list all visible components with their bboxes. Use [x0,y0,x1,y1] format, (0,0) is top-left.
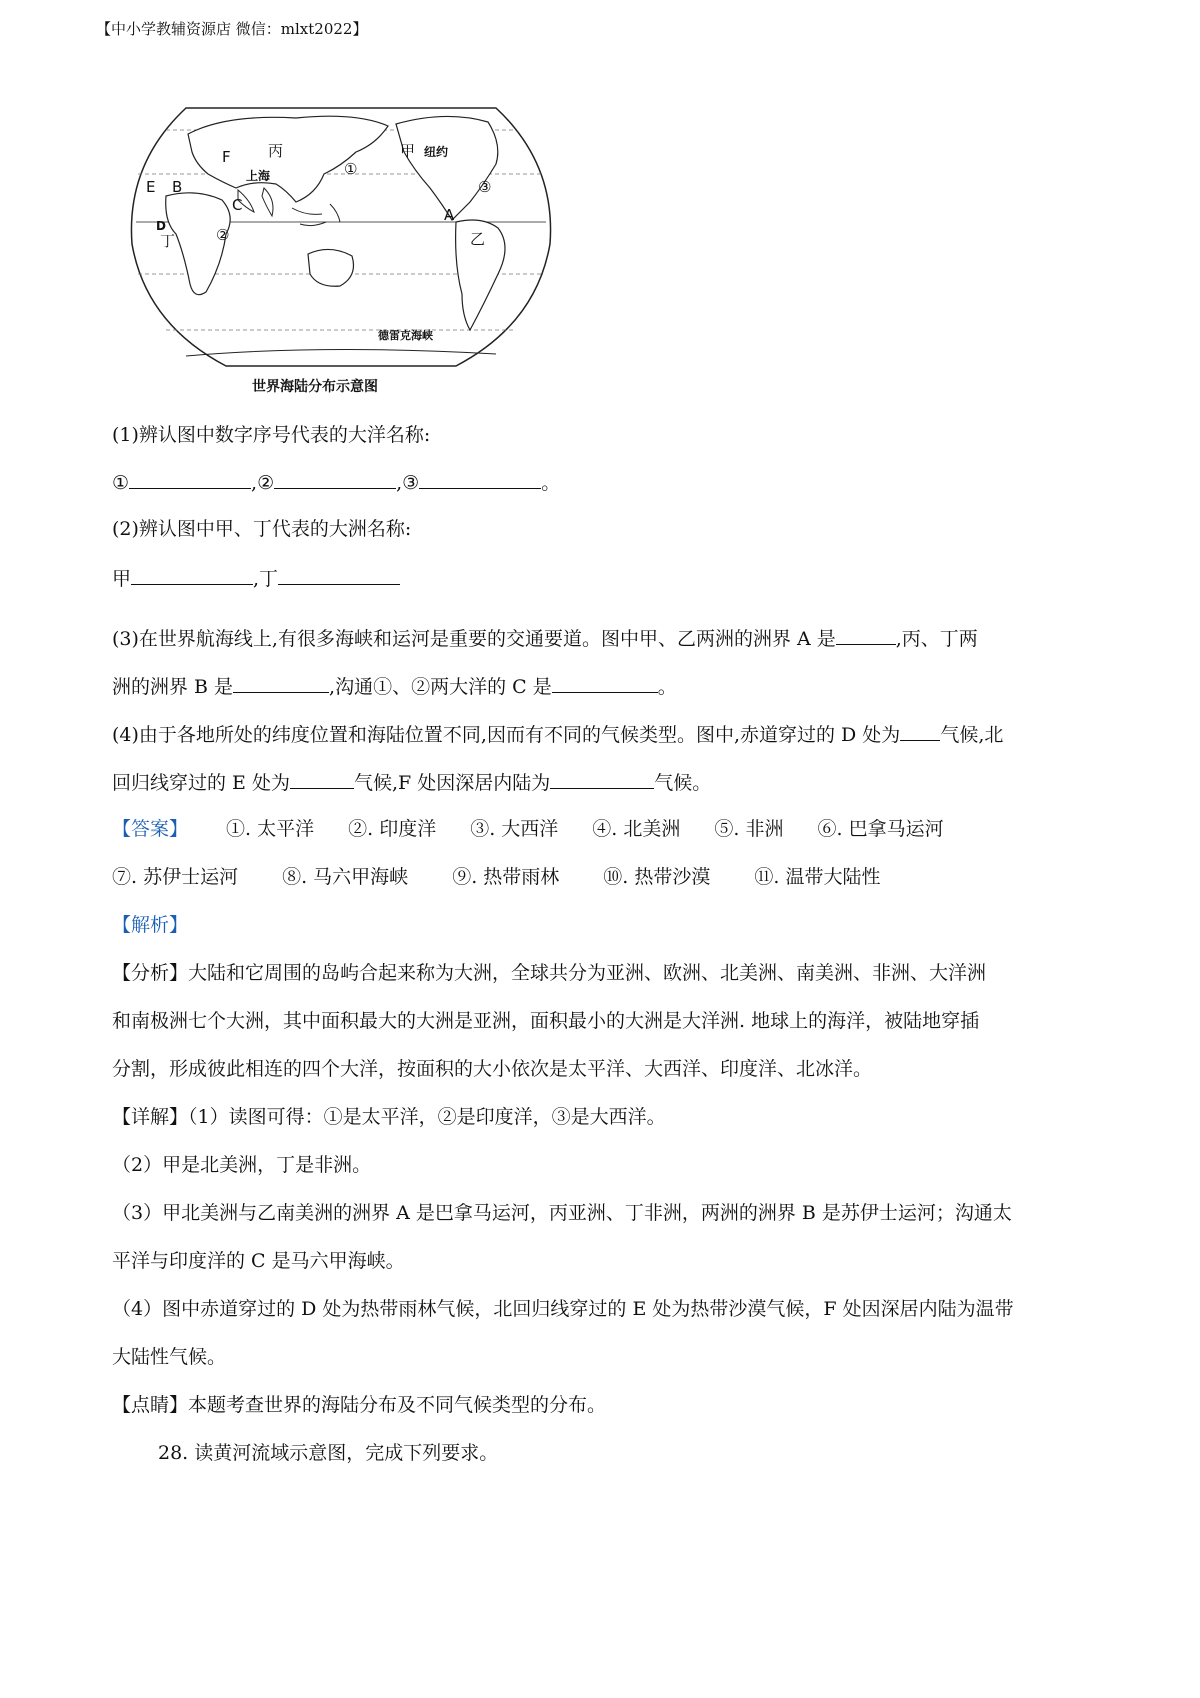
q1-label-3: ,③ [396,472,420,494]
map-label-ocean-3: ③ [478,178,492,196]
q2-blank-1[interactable] [131,566,253,585]
dianjing-line [112,1394,606,1417]
map-label-F: F [222,148,231,166]
q2-prompt: (2)辨认图中甲、丁代表的大洲名称: [112,518,412,540]
answer-row-2 [112,866,914,889]
answer-item: ⑨. 热带雨林 [452,866,560,888]
q4-text-2a: 回归线穿过的 E 处为 [112,772,290,794]
xiangjie-text-1: （1）读图可得：①是太平洋，②是印度洋，③是大西洋。 [188,1106,666,1128]
q4-text-2b: 气候,F 处因深居内陆为 [353,772,551,794]
map-caption: 世界海陆分布示意图 [252,379,378,395]
answer-item: ⑦. 苏伊士运河 [112,866,239,888]
fenxi-line-2: 和南极洲七个大洲，其中面积最大的大洲是亚洲，面积最小的大洲是大洋洲. 地球上的海洋，被陆地穿插 [112,1010,980,1032]
map-label-C: C [232,196,243,214]
xiangjie-line-3b: 平洋与印度洋的 C 是马六甲海峡。 [112,1250,405,1272]
map-label-jia: 甲 [400,142,416,160]
map-label-shanghai: 上海 [246,169,271,183]
xiangjie-label: 【详解】 [112,1106,189,1128]
answer-label: 【答案】 [112,818,189,840]
q3-line-2 [112,674,677,699]
q4-line-2 [112,770,711,795]
fenxi-label: 【分析】 [112,962,189,984]
dianjing-label: 【点睛】 [112,1394,189,1416]
answer-item: ⑤. 非洲 [714,818,784,840]
answer-item: ⑥. 巴拿马运河 [817,818,944,840]
analysis-label [112,914,188,937]
world-map-drawing [126,104,556,374]
q1-end: 。 [541,472,561,494]
q4-text-1a: (4)由于各地所处的纬度位置和海陆位置不同,因而有不同的气候类型。图中,赤道穿过的 D 处为 [112,724,901,746]
map-label-ocean-2: ② [216,226,230,244]
map-label-drake: 德雷克海峡 [378,329,433,342]
map-label-newyork: 纽约 [424,145,449,159]
map-label-A: A [444,206,455,224]
q1-blank-1[interactable] [129,470,251,489]
map-label-ding: 丁 [160,232,176,250]
map-label-D: D [156,219,166,233]
q3-blank-C[interactable] [552,674,658,693]
answer-item: ⑧. 马六甲海峡 [282,866,409,888]
q4-blank-D[interactable] [900,722,940,741]
answer-item: ③. 大西洋 [470,818,559,840]
q1-blanks [112,470,560,495]
map-label-yi: 乙 [470,230,486,248]
q3-blank-A[interactable] [836,626,896,645]
analysis-heading: 【解析】 [112,914,189,936]
q4-blank-E[interactable] [290,770,354,789]
q4-text-2c: 气候。 [654,772,712,794]
map-label-E: E [146,178,156,196]
q1-blank-2[interactable] [274,470,396,489]
answer-item: ①. 太平洋 [226,818,315,840]
dianjing-text: 本题考查世界的海陆分布及不同气候类型的分布。 [188,1394,607,1416]
q4-line-1 [112,722,1003,747]
xiangjie-line-4a: （4）图中赤道穿过的 D 处为热带雨林气候，北回归线穿过的 E 处为热带沙漠气候，F 处因深居内陆为温带 [112,1298,1014,1320]
answer-row-1 [112,818,944,841]
answer-item: ②. 印度洋 [348,818,437,840]
q4-blank-F[interactable] [550,770,654,789]
fenxi-text-1: 大陆和它周围的岛屿合起来称为大洲，全球共分为亚洲、欧洲、北美洲、南美洲、非洲、大洋洲 [188,962,987,984]
q3-text-2b: ,沟通①、②两大洋的 C 是 [329,676,552,698]
q3-text-2c: 。 [657,676,677,698]
map-label-bing: 丙 [268,142,284,160]
page-header: 【中小学教辅资源店 微信：mlxt2022】 [96,20,368,38]
xiangjie-line-3a: （3）甲北美洲与乙南美洲的洲界 A 是巴拿马运河，丙亚洲、丁非洲，两洲的洲界 B 是苏伊士运河；沟通太 [112,1202,1012,1224]
q1-label-2: ,② [251,472,275,494]
q3-text-1a: (3)在世界航海线上,有很多海峡和运河是重要的交通要道。图中甲、乙两洲的洲界 A 是 [112,628,836,650]
q3-line-1 [112,626,978,651]
answer-item: ④. 北美洲 [592,818,681,840]
q2-blanks [112,566,400,591]
answer-item: ⑩. 热带沙漠 [603,866,711,888]
fenxi-line-1 [112,962,986,985]
q2-label-1: 甲 [112,568,132,590]
q3-text-2a: 洲的洲界 B 是 [112,676,234,698]
xiangjie-line-4b: 大陆性气候。 [112,1346,227,1368]
q1-label-1: ① [112,472,130,494]
map-label-B: B [172,178,183,196]
map-label-ocean-1: ① [344,160,358,178]
q1-blank-3[interactable] [419,470,541,489]
xiangjie-line-1 [112,1106,666,1129]
question-28: 28. 读黄河流域示意图，完成下列要求。 [158,1442,499,1464]
q4-text-1b: 气候,北 [940,724,1004,746]
answer-item: ⑪. 温带大陆性 [754,866,881,888]
q3-text-1b: ,丙、丁两 [895,628,978,650]
q2-blank-2[interactable] [278,566,400,585]
fenxi-line-3: 分割，形成彼此相连的四个大洋，按面积的大小依次是太平洋、大西洋、印度洋、北冰洋。 [112,1058,873,1080]
q2-label-2: ,丁 [253,568,279,590]
q1-prompt: (1)辨认图中数字序号代表的大洋名称: [112,424,431,446]
world-map-figure [126,104,556,404]
q3-blank-B[interactable] [233,674,329,693]
xiangjie-line-2: （2）甲是北美洲，丁是非洲。 [112,1154,372,1176]
